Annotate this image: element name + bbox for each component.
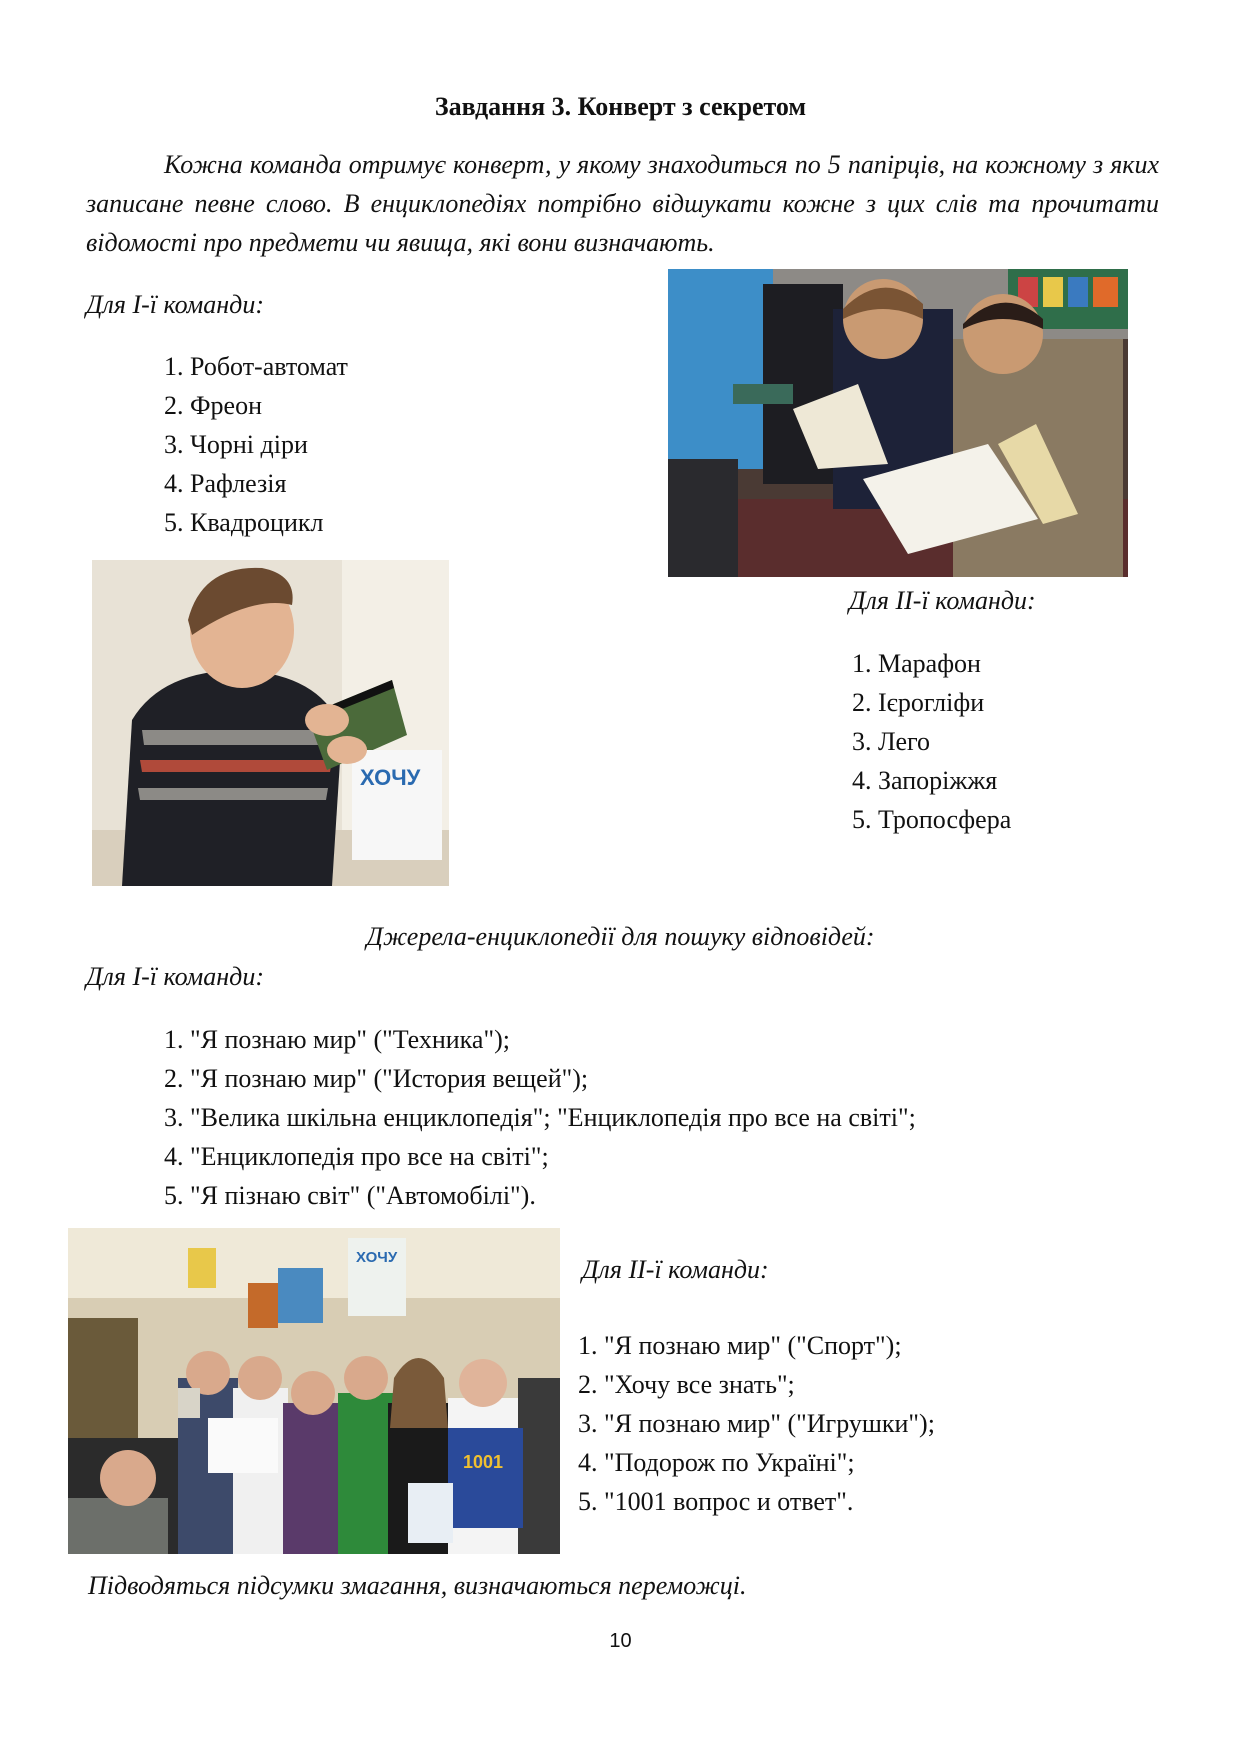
photo-group-with-books [68,1228,560,1554]
list-item: 5. "1001 вопрос и ответ". [578,1487,854,1516]
intro-paragraph: Кожна команда отримує конверт, у якому знаходиться по 5 папірців, на кожному з яких записане певне слово. В енциклопедіях потрібно відшукати кожне з цих слів та прочитати відомості про предмети чи явища, які вони визначають. [86,150,1159,257]
team1-label: Для І-ї команди: [86,290,264,319]
book-cover-text: ХОЧУ [360,765,421,790]
sources-team1-label: Для І-ї команди: [86,962,264,991]
list-item: 1. "Я познаю мир" ("Спорт"); [578,1331,902,1360]
page-number: 10 [609,1630,632,1652]
list-item: 3. Чорні діри [164,430,308,459]
list-item: 3. "Я познаю мир" ("Игрушки"); [578,1409,935,1438]
list-item: 3. Лего [852,727,931,756]
list-item: 3. "Велика шкільна енциклопедія"; "Енциклопедія про все на світі"; [164,1103,916,1132]
list-item: 4. Запоріжжя [852,766,998,795]
team2-label: Для ІІ-ї команди: [849,586,1036,615]
sources-team2-label: Для ІІ-ї команди: [582,1255,769,1284]
list-item: 1. "Я познаю мир" ("Техника"); [164,1025,510,1054]
list-item: 5. Квадроцикл [164,508,324,537]
sources-heading: Джерела-енциклопедії для пошуку відповідей: [366,922,875,951]
book-cover-text: 1001 [463,1452,504,1472]
sources-team2-list [578,1326,935,1521]
photo-boy-with-books [92,560,449,886]
list-item: 1. Робот-автомат [164,352,348,381]
list-item: 2. "Хочу все знать"; [578,1370,795,1399]
list-item: 2. "Я познаю мир" ("История вещей"); [164,1064,589,1093]
team1-word-list [164,347,348,542]
list-item: 1. Марафон [852,649,981,678]
conclusion-text: Підводяться підсумки змагання, визначаються переможці. [88,1571,747,1600]
list-item: 4. "Енциклопедія про все на світі"; [164,1142,549,1171]
team2-word-list [852,644,1011,839]
task-title: Завдання 3. Конверт з секретом [434,92,807,121]
list-item: 4. Рафлезія [164,469,287,498]
svg-text:ХОЧУ: ХОЧУ [356,1249,398,1266]
list-item: 5. "Я пізнаю світ" ("Автомобілі"). [164,1181,536,1210]
list-item: 5. Тропосфера [852,805,1012,834]
sources-team1-list [164,1020,916,1215]
list-item: 2. Фреон [164,391,262,420]
list-item: 2. Ієрогліфи [852,688,985,717]
list-item: 4. "Подорож по Україні"; [578,1448,855,1477]
photo-boys-reading [668,269,1128,577]
